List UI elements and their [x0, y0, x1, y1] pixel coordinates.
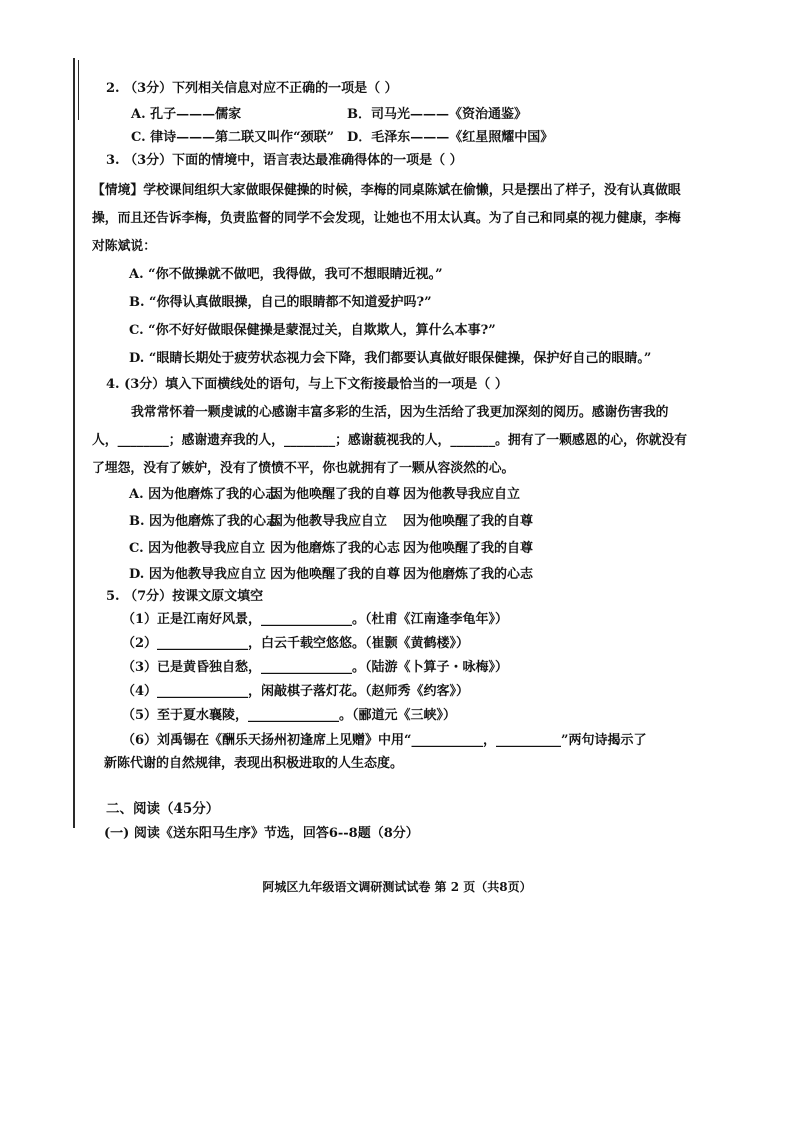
q3-stem: 3. （3分）下面的情境中，语言表达最准确得体的一项是（ ）: [106, 153, 463, 168]
q4-stem: 4. (3分）填入下面横线处的语句，与上下文衔接最恰当的一项是（ ）: [106, 377, 508, 392]
q2-option-d: D．毛泽东———《红星照耀中国》: [347, 130, 554, 145]
q4-option-a-part3: 因为他教导我应自立: [403, 487, 521, 502]
q2-stem: 2. （3分）下列相关信息对应不正确的一项是（ ）: [106, 81, 398, 96]
q4-passage-line: 我常常怀着一颗虔诚的心感谢丰富多彩的生活，因为生活给了我更加深刻的阅历。感谢伤害我的: [131, 405, 669, 420]
q5-item: （5）至于夏水襄陵，______________。（郦道元《三峡》）: [122, 708, 457, 723]
section-subtitle: (一) 阅读《送东阳马生序》节选，回答6--8题（8分）: [104, 826, 419, 841]
q3-context-line: 操，而且还告诉李梅，负责监督的同学不会发现，让她也不用太认真。为了自己和同桌的视力健康，李梅: [92, 211, 681, 226]
q3-option-d: D. “眼睛长期处于疲劳状态视力会下降，我们都要认真做好眼保健操，保护好自己的眼睛。”: [129, 351, 652, 366]
section-title: 二、阅读（45分）: [106, 801, 220, 817]
q5-item: （1）正是江南好风景，______________。（杜甫《江南逢李龟年》）: [122, 612, 509, 627]
q3-option-c: C. “你不好好做眼保健操是蒙混过关，自欺欺人，算什么本事?”: [129, 323, 496, 338]
q4-option-b-part2: 因为他教导我应自立: [270, 514, 388, 529]
q2-option-a: A. 孔子———儒家: [131, 107, 242, 122]
q4-option-b-part1: B. 因为他磨炼了我的心志: [129, 514, 280, 529]
q4-option-c-part3: 因为他唤醒了我的自尊: [403, 541, 534, 556]
q4-option-c-part2: 因为他磨炼了我的心志: [270, 541, 401, 556]
q2-option-c: C. 律诗———第二联又叫作“颈联”: [131, 130, 335, 145]
q4-option-a-part2: 因为他唤醒了我的自尊: [270, 487, 401, 502]
q5-item: （6）刘禹锡在《酬乐天扬州初逢席上见赠》中用“___________，__________”两句诗揭示了: [122, 733, 647, 748]
q2-option-b: B．司马光———《资治通鉴》: [347, 107, 527, 122]
q3-option-a: A. “你不做操就不做吧，我得做，我可不想眼睛近视。”: [129, 267, 443, 282]
q4-option-a-part1: A. 因为他磨炼了我的心志: [129, 487, 279, 502]
q5-item: （4）______________，闲敲棋子落灯花。（赵师秀《约客》）: [122, 684, 470, 699]
q3-option-b: B. “你得认真做眼操，自己的眼睛都不知道爱护吗?”: [129, 295, 432, 310]
q4-option-d-part2: 因为他唤醒了我的自尊: [270, 567, 401, 582]
q5-item: （3）已是黄昏独自愁，______________。（陆游《卜算子・咏梅》）: [122, 660, 509, 675]
q4-option-c-part1: C. 因为他教导我应自立: [129, 541, 266, 556]
q4-option-b-part3: 因为他唤醒了我的自尊: [403, 514, 534, 529]
q3-context-line: 对陈斌说：: [92, 239, 156, 254]
q4-option-d-part1: D. 因为他教导我应自立: [129, 567, 266, 582]
page-footer: 阿城区九年级语文调研测试试卷 第 2 页（共8页）: [262, 880, 532, 894]
q4-option-d-part3: 因为他磨炼了我的心志: [403, 567, 534, 582]
q4-passage-line: 了埋怨，没有了嫉妒，没有了愤愤不平，你也就拥有了一颗从容淡然的心。: [92, 461, 515, 476]
q4-passage-line: 人，________；感谢遗弃我的人，________；感谢藐视我的人，_______。拥有了一颗感恩的心，你就没有: [92, 433, 688, 448]
q5-stem: 5. （7分）按课文原文填空: [106, 589, 264, 604]
q5-item: （2）______________，白云千载空悠悠。（崔颢《黄鹤楼》）: [122, 636, 470, 651]
q5-item-continuation: 新陈代谢的自然规律，表现出积极进取的人生态度。: [104, 756, 404, 771]
q3-context-line: 【情境】学校课间组织大家做眼保健操的时候，李梅的同桌陈斌在偷懒，只是摆出了样子，没有认真做眼: [92, 183, 681, 198]
